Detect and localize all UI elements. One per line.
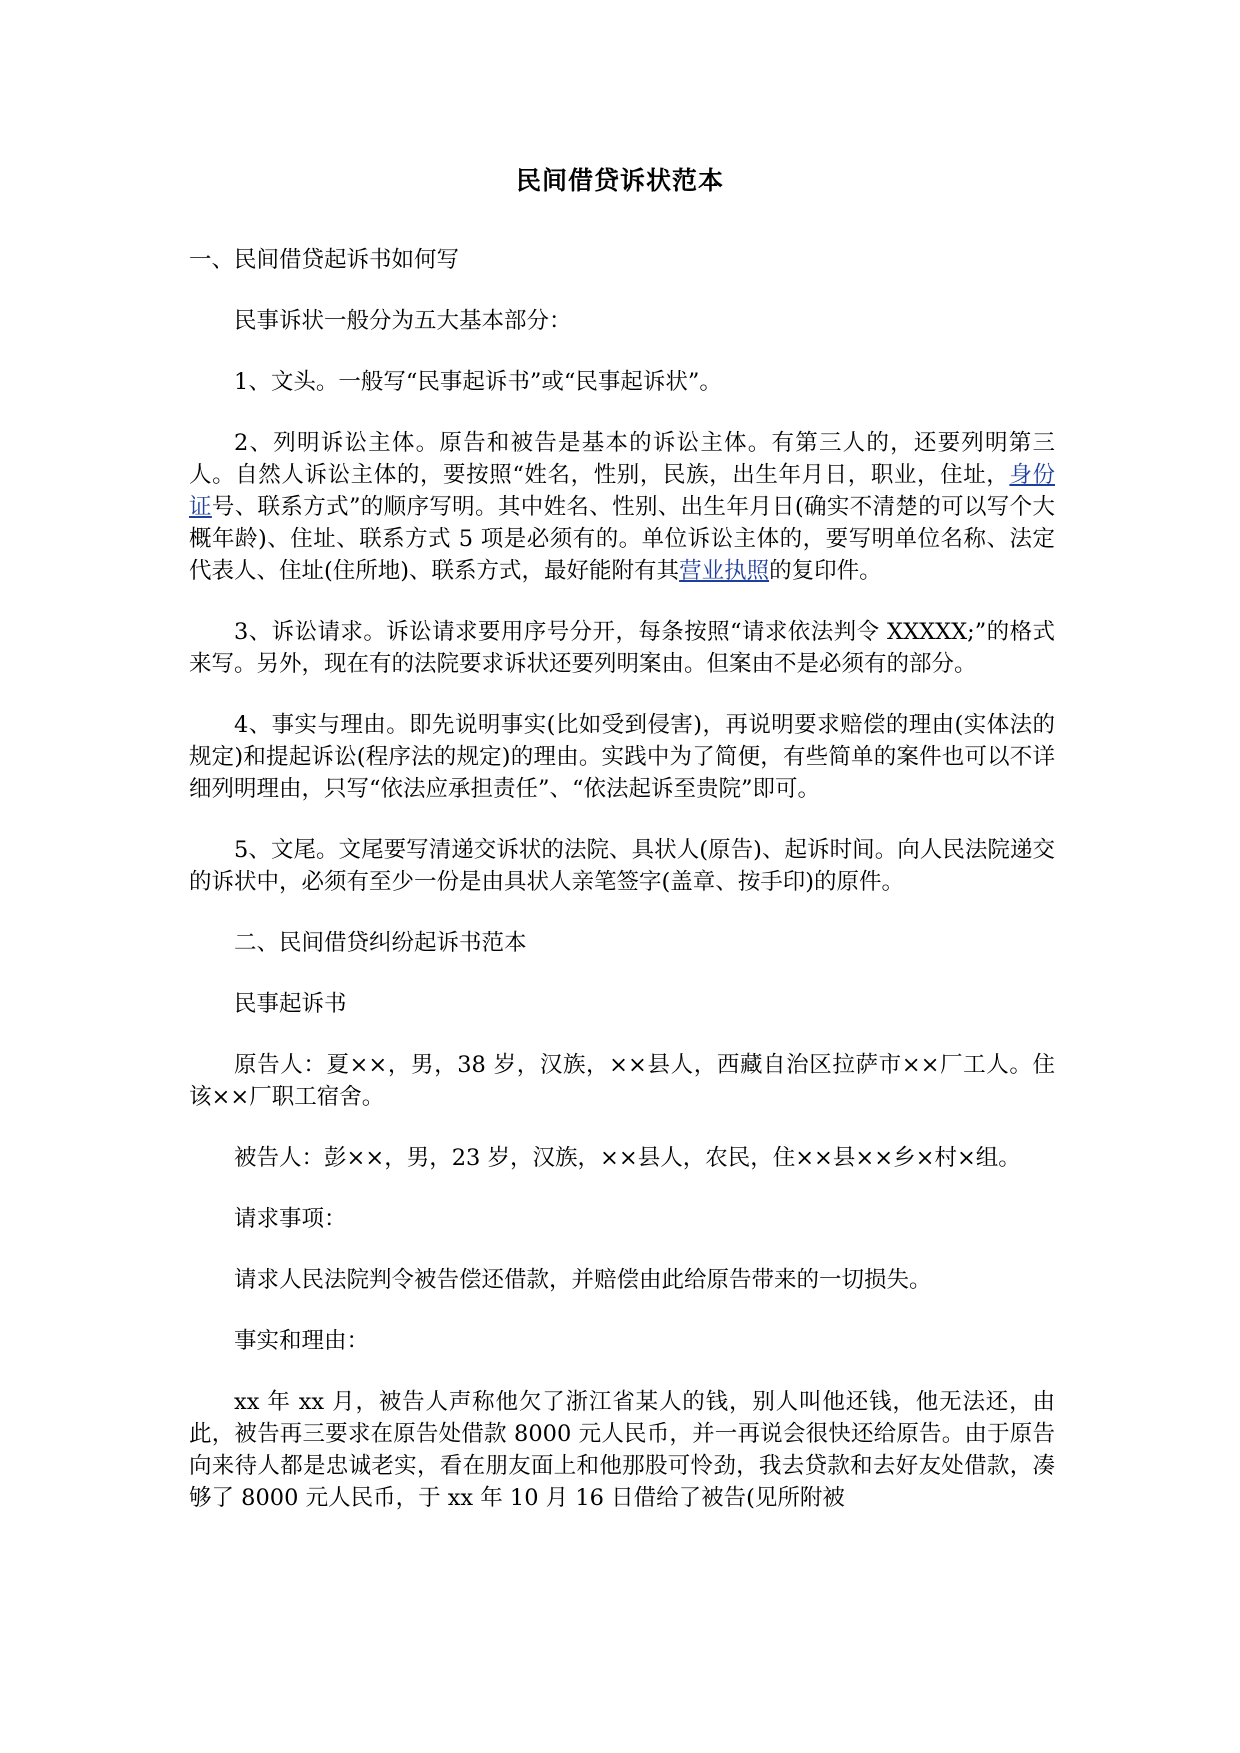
intro-paragraph: 民事诉状一般分为五大基本部分： bbox=[234, 308, 572, 334]
business-license-link[interactable]: 营业执照 bbox=[679, 558, 770, 584]
facts-paragraph: xx 年 xx 月，被告人声称他欠了浙江省某人的钱，别人叫他还钱，他无法还，由此，被告再三要求在原告处借款 8000 元人民币，并一再说会很快还给原告。由于原告向来待人都是忠诚老实，看在朋友面上和他那股可怜劲，我去贷款和去好友处借款，凑够了 8000 元人民币，于 xx 年 10 月 16 日借给了被告(见所附被 bbox=[189, 1389, 1055, 1511]
plaintiff-paragraph: 原告人：夏××，男，38 岁，汉族，××县人，西藏自治区拉萨市××厂工人。住该××厂职工宿舍。 bbox=[189, 1052, 1055, 1110]
document-body bbox=[189, 244, 1055, 1543]
section1-heading: 一、民间借贷起诉书如何写 bbox=[189, 247, 460, 273]
part5-paragraph: 5、文尾。文尾要写清递交诉状的法院、具状人(原告)、起诉时间。向人民法院递交的诉状中，必须有至少一份是由具状人亲笔签字(盖章、按手印)的原件。 bbox=[189, 837, 1055, 895]
defendant-paragraph: 被告人：彭××，男，23 岁，汉族，××县人，农民，住××县××乡×村×组。 bbox=[234, 1145, 1021, 1171]
document-title: 民间借贷诉状范本 bbox=[515, 166, 724, 195]
part1-paragraph: 1、文头。一般写“民事起诉书”或“民事起诉状”。 bbox=[234, 369, 722, 395]
id-card-link[interactable]: 身份证 bbox=[189, 462, 1055, 520]
part3-paragraph: 3、诉讼请求。诉讼请求要用序号分开，每条按照“请求依法判令 XXXXX;”的格式来写。另外，现在有的法院要求诉状还要列明案由。但案由不是必须有的部分。 bbox=[189, 619, 1055, 677]
part2-text-c: 的复印件。 bbox=[769, 558, 882, 584]
sample-title: 民事起诉书 bbox=[234, 991, 347, 1017]
claims-paragraph: 请求人民法院判令被告偿还借款，并赔偿由此给原告带来的一切损失。 bbox=[234, 1267, 932, 1293]
part2-text-b: 号、联系方式”的顺序写明。其中姓名、性别、出生年月日(确实不清楚的可以写个大概年龄)、住址、联系方式 5 项是必须有的。单位诉讼主体的，要写明单位名称、法定代表人、住址(住所地)、联系方式，最好能附有其 bbox=[189, 494, 1055, 584]
section2-heading: 二、民间借贷纠纷起诉书范本 bbox=[234, 930, 527, 956]
claims-heading: 请求事项： bbox=[234, 1206, 347, 1232]
part2-paragraph bbox=[189, 427, 1055, 587]
part2-text-a: 2、列明诉讼主体。原告和被告是基本的诉讼主体。有第三人的，还要列明第三人。自然人诉讼主体的，要按照“姓名，性别，民族，出生年月日，职业，住址， bbox=[189, 430, 1055, 488]
facts-heading: 事实和理由： bbox=[234, 1328, 370, 1354]
part4-paragraph: 4、事实与理由。即先说明事实(比如受到侵害)，再说明要求赔偿的理由(实体法的规定)和提起诉讼(程序法的规定)的理由。实践中为了简便，有些简单的案件也可以不详细列明理由，只写“依法应承担责任”、“依法起诉至贵院”即可。 bbox=[189, 712, 1055, 802]
